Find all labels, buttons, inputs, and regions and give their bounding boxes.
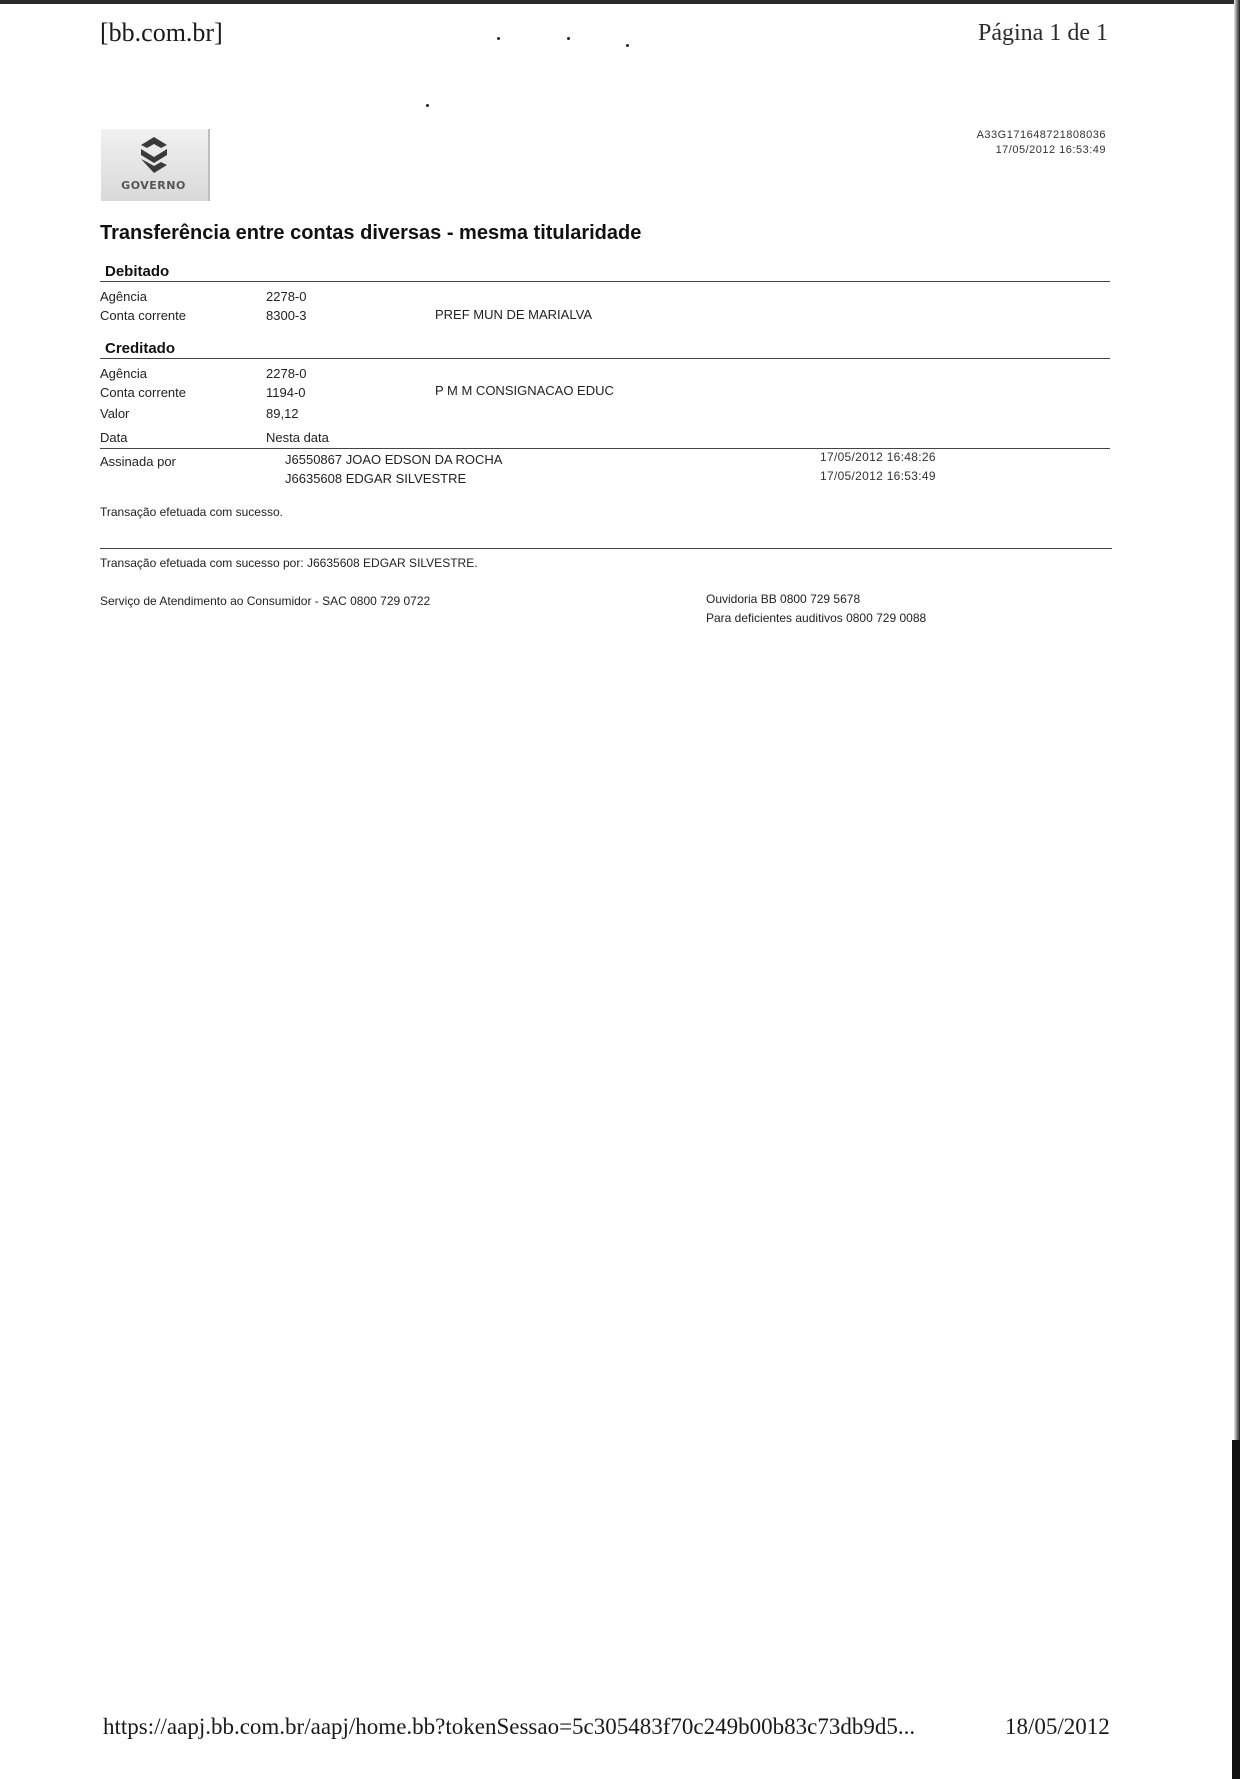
valor-value: 89,12 — [266, 406, 299, 421]
valor-label: Valor — [100, 406, 130, 421]
page-indicator: Página 1 de 1 — [978, 20, 1108, 46]
scan-speck — [626, 44, 629, 47]
debitado-conta-value: 8300-3 — [266, 308, 307, 323]
signature-name: J6550867 JOAO EDSON DA ROCHA — [285, 452, 503, 467]
authentication-block — [880, 128, 1106, 158]
site-header: [bb.com.br] — [100, 18, 223, 47]
creditado-titular: P M M CONSIGNACAO EDUC — [435, 383, 614, 398]
status-message: Transação efetuada com sucesso. — [100, 505, 283, 519]
section-heading-creditado: Creditado — [105, 340, 176, 357]
deficientes-contact: Para deficientes auditivos 0800 729 0088 — [706, 611, 927, 625]
authentication-code: A33G171648721808036 — [976, 129, 1106, 141]
section-divider — [100, 358, 1110, 359]
data-label: Data — [100, 430, 128, 445]
debitado-conta-label: Conta corrente — [100, 308, 186, 323]
page-title: Transferência entre contas diversas - mesma titularidade — [100, 222, 642, 244]
footer-date: 18/05/2012 — [1005, 1714, 1110, 1739]
scan-speck — [567, 37, 570, 40]
ouvidoria-contact: Ouvidoria BB 0800 729 5678 — [706, 592, 861, 606]
signature-name: J6635608 EDGAR SILVESTRE — [285, 471, 467, 486]
debitado-agencia-label: Agência — [100, 289, 147, 304]
signature-datetime: 17/05/2012 16:53:49 — [820, 469, 936, 483]
signature-datetime: 17/05/2012 16:48:26 — [820, 450, 936, 464]
sac-contact: Serviço de Atendimento ao Consumidor - SAC 0800 729 0722 — [100, 594, 431, 608]
creditado-conta-value: 1194-0 — [266, 385, 306, 400]
footer-url: https://aapj.bb.com.br/aapj/home.bb?tokenSessao=5c305483f70c249b00b83c73db9d5... — [103, 1714, 916, 1739]
scan-speck — [497, 37, 500, 40]
scan-speck — [426, 104, 429, 107]
scan-edge-mark — [1232, 1440, 1240, 1779]
creditado-conta-label: Conta corrente — [100, 385, 186, 400]
debitado-titular: PREF MUN DE MARIALVA — [435, 307, 592, 322]
signed-by-label: Assinada por — [100, 454, 176, 469]
scan-edge-top — [0, 0, 1240, 4]
data-value: Nesta data — [266, 430, 329, 445]
status-by-message: Transação efetuada com sucesso por: J6635608 EDGAR SILVESTRE. — [100, 556, 478, 570]
creditado-agencia-label: Agência — [100, 366, 147, 381]
authentication-datetime: 17/05/2012 16:53:49 — [995, 144, 1106, 156]
bb-logo-icon — [133, 135, 175, 177]
section-heading-debitado: Debitado — [105, 263, 170, 280]
creditado-agencia-value: 2278-0 — [266, 366, 307, 381]
debitado-agencia-value: 2278-0 — [266, 289, 307, 304]
logo-text: GOVERNO — [121, 179, 186, 192]
status-divider — [100, 548, 1112, 549]
bank-logo — [101, 129, 210, 201]
section-divider — [100, 281, 1110, 282]
signatures-divider — [100, 448, 1110, 449]
